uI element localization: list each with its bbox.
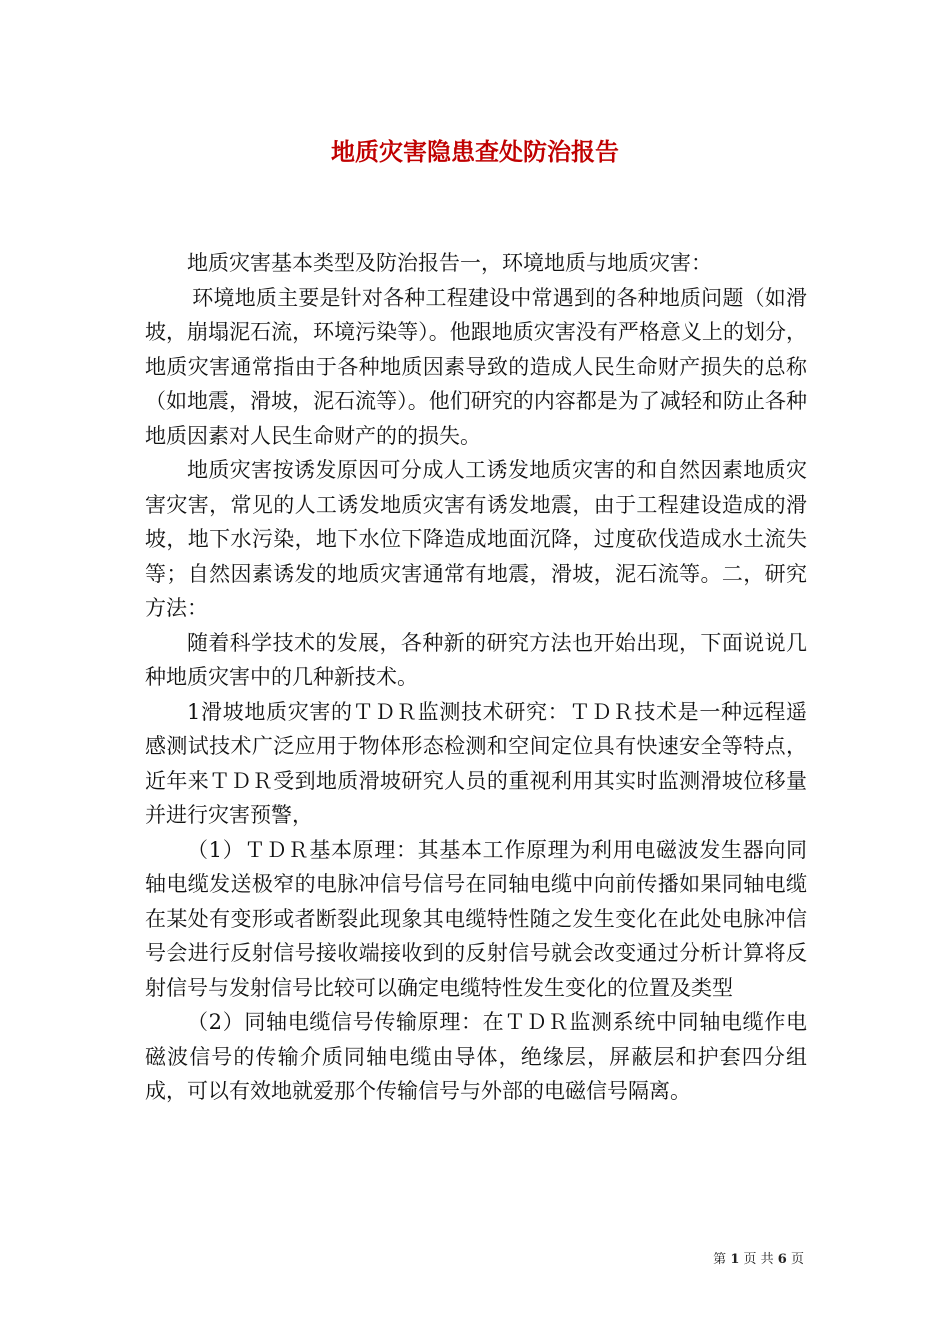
paragraph-disaster-types: 地质灾害按诱发原因可分成人工诱发地质灾害的和自然因素地质灾害灾害，常见的人工诱发地质灾害有诱发地震，由于工程建设造成的滑坡，地下水污染，地下水位下降造成地面沉降，过度砍伐造成水土流失等；自然因素诱发的地质灾害通常有地震，滑坡，泥石流等。二，研究方法： <box>145 458 807 620</box>
footer-middle: 页 共 <box>743 1252 774 1267</box>
paragraph-intro: 地质灾害基本类型及防治报告一，环境地质与地质灾害： <box>187 251 712 275</box>
document-body <box>145 246 807 1109</box>
paragraph-environmental-geology: 环境地质主要是针对各种工程建设中常遇到的各种地质问题（如滑坡，崩塌泥石流，环境污染等）。他跟地质灾害没有严格意义上的划分，地质灾害通常指由于各种地质因素导致的造成人民生命财产损失的总称（如地震，滑坡，泥石流等）。他们研究的内容都是为了减轻和防止各种地质因素对人民生命财产的的损失。 <box>145 285 807 448</box>
paragraph-tdr-technique: 1滑坡地质灾害的ＴＤＲ监测技术研究：ＴＤＲ技术是一种远程遥感测试技术广泛应用于物体形态检测和空间定位具有快速安全等特点，近年来ＴＤＲ受到地质滑坡研究人员的重视利用其实时监测滑坡位移量并进行灾害预警， <box>145 699 807 827</box>
current-page-number: 1 <box>730 1252 740 1267</box>
document-title: 地质灾害隐患查处防治报告 <box>331 137 619 166</box>
footer-suffix: 页 <box>790 1252 804 1267</box>
paragraph-coax-principle: （2）同轴电缆信号传输原理：在ＴＤＲ监测系统中同轴电缆作电磁波信号的传输介质同轴电缆由导体，绝缘层，屏蔽层和护套四分组成，可以有效地就爱那个传输信号与外部的电磁信号隔离。 <box>145 1010 807 1103</box>
total-page-number: 6 <box>777 1252 787 1267</box>
paragraph-new-methods: 随着科学技术的发展，各种新的研究方法也开始出现，下面说说几种地质灾害中的几种新技术。 <box>145 630 807 689</box>
footer-prefix: 第 <box>713 1252 727 1267</box>
paragraph-tdr-principle: （1）ＴＤＲ基本原理：其基本工作原理为利用电磁波发生器向同轴电缆发送极窄的电脉冲信号信号在同轴电缆中向前传播如果同轴电缆在某处有变形或者断裂此现象其电缆特性随之发生变化在此处电脉冲信号会进行反射信号接收端接收到的反射信号就会改变通过分析计算将反射信号与发射信号比较可以确定电缆特性发生变化的位置及类型 <box>145 837 807 1000</box>
page-number-footer <box>713 1248 804 1267</box>
